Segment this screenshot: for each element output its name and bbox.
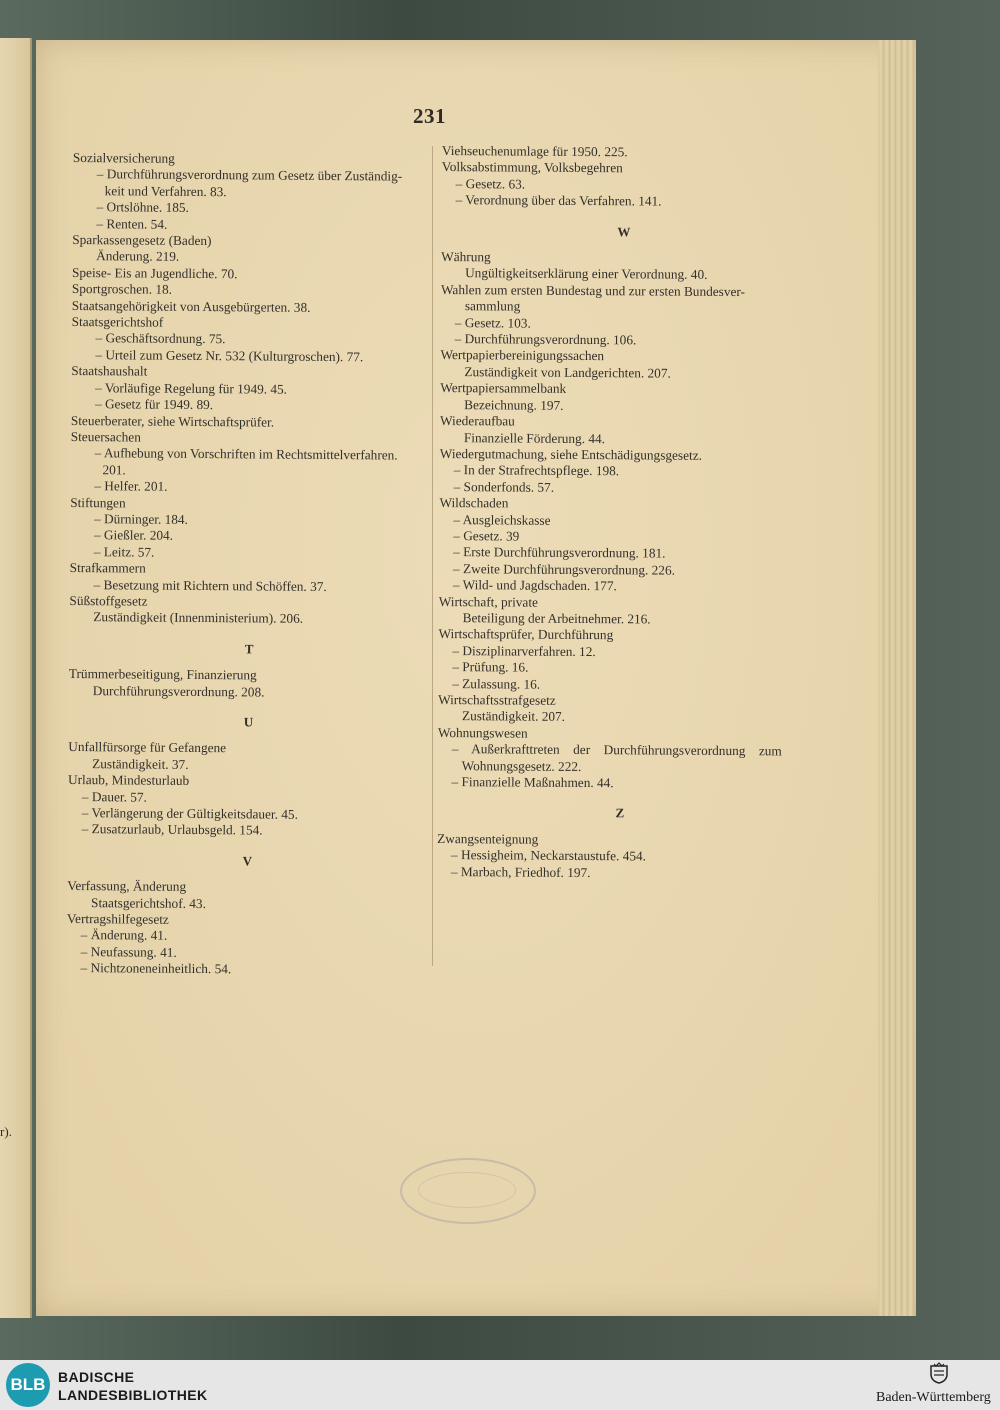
library-name-line1: BADISCHE (58, 1369, 135, 1385)
index-entry: Steuersachen (70, 428, 141, 445)
state-name: Baden-Württemberg (876, 1390, 991, 1405)
index-subentry: Zuständigkeit. 207. (461, 708, 566, 725)
index-subentry: Zuständigkeit (Innenministerium). 206. (93, 609, 304, 627)
index-subentry: – Sonderfonds. 57. (453, 478, 555, 495)
previous-page-text-fragment: r). (0, 1124, 12, 1139)
index-subentry: – Änderung. 41. (80, 927, 168, 944)
index-section-letter: T (244, 641, 254, 657)
index-subentry: Änderung. 219. (96, 248, 180, 265)
index-subentry: keit und Verfahren. 83. (104, 183, 227, 200)
index-subentry: – Helfer. 201. (94, 478, 168, 494)
index-subentry: Wohnungsgesetz. 222. (461, 757, 582, 774)
index-subentry: – Wild- und Jagdschaden. 177. (452, 577, 617, 594)
index-entry: Sozialversicherung (72, 150, 175, 166)
index-subentry: – Zulassung. 16. (452, 675, 541, 692)
index-subentry: 201. (102, 461, 126, 478)
index-subentry: – Dauer. 57. (81, 788, 147, 805)
index-entry: Viehseuchenumlage für 1950. 225. (441, 143, 628, 160)
library-name-line2: LANDESBIBLIOTHEK (58, 1387, 208, 1403)
index-entry: Vertragshilfegesetz (66, 911, 169, 927)
column-divider (432, 146, 433, 966)
index-entry: Wertpapierbereinigungssachen (440, 347, 605, 364)
index-entry: Sparkassengesetz (Baden) (72, 232, 212, 249)
index-entry: Steuerberater, siehe Wirtschaftsprüfer. (70, 412, 275, 430)
index-subentry: Durchführungsverordnung. 208. (92, 682, 265, 700)
state-crest-icon (926, 1362, 952, 1384)
footer-bar (0, 1360, 1000, 1410)
index-subentry: – Zusatzurlaub, Urlaubsgeld. 154. (81, 821, 263, 838)
index-subentry: – Zweite Durchführungsverordnung. 226. (452, 560, 676, 578)
index-subentry: Beteiligung der Arbeitnehmer. 216. (462, 610, 651, 627)
index-subentry: – Gesetz für 1949. 89. (94, 396, 214, 413)
index-subentry: – Besetzung mit Richtern und Schöffen. 37. (93, 576, 327, 594)
index-subentry: – Dürninger. 184. (94, 511, 188, 527)
index-subentry: Staatsgerichtshof. 43. (91, 894, 207, 911)
index-subentry: – Aufhebung von Vorschriften im Rechtsmittelverfahren. (94, 445, 398, 463)
index-entry: Volksabstimmung, Volksbegehren (441, 159, 623, 176)
index-entry: Wiederaufbau (440, 413, 515, 429)
index-entry: Wirtschaftsprüfer, Durchführung (438, 626, 614, 643)
index-entry: Urlaub, Mindesturlaub (67, 772, 190, 789)
index-section-letter: V (242, 853, 253, 869)
index-entry: Stiftungen (70, 494, 126, 510)
index-entry: Wertpapiersammelbank (440, 380, 567, 397)
index-subentry: – Gießler. 204. (93, 527, 174, 544)
index-subentry: – Gesetz. 103. (454, 314, 531, 331)
index-subentry: Zuständigkeit. 37. (92, 755, 189, 772)
index-subentry: – Verlängerung der Gültigkeitsdauer. 45. (81, 805, 299, 822)
index-column-left (67, 150, 433, 979)
index-subentry: – Gesetz. 63. (455, 175, 526, 192)
index-entry: Speise- Eis an Jugendliche. 70. (71, 264, 238, 282)
index-subentry: – Erste Durchführungsverordnung. 181. (453, 544, 666, 561)
index-subentry: – Geschäftsordnung. 75. (95, 330, 226, 347)
index-section-letter: U (243, 714, 254, 730)
library-stamp (400, 1158, 536, 1224)
index-subentry: Zuständigkeit von Landgerichten. 207. (464, 364, 671, 381)
index-entry: Wildschaden (439, 495, 509, 511)
index-entry: Sportgroschen. 18. (71, 281, 173, 298)
index-entry: Staatsgerichtshof (71, 314, 164, 330)
index-section-letter: Z (615, 805, 625, 821)
page-number: 231 (413, 104, 446, 128)
page-stack-edge (878, 40, 914, 1316)
index-section-letter: W (617, 223, 631, 239)
index-entry: Wohnungswesen (437, 724, 528, 741)
index-entry: Wirtschaft, private (438, 593, 539, 610)
index-entry: Trümmerbeseitigung, Finanzierung (68, 666, 257, 683)
index-subentry: – Leitz. 57. (93, 543, 155, 560)
index-subentry: – Renten. 54. (96, 215, 168, 232)
index-entry: Unfallfürsorge für Gefangene (68, 739, 227, 756)
index-subentry: – Marbach, Friedhof. 197. (450, 863, 591, 880)
index-subentry: Bezeichnung. 197. (464, 396, 564, 413)
index-subentry: – Urteil zum Gesetz Nr. 532 (Kulturgroschen). 77. (95, 347, 364, 365)
index-subentry: – Vorläufige Regelung für 1949. 45. (95, 379, 288, 397)
index-entry: Zwangsenteignung (437, 830, 539, 847)
index-column-right (437, 143, 807, 883)
blb-logo[interactable]: BLB (6, 1363, 50, 1407)
index-entry: Staatsangehörigkeit von Ausgebürgerten. 38. (71, 297, 311, 315)
index-entry: Wahlen zum ersten Bundestag und zur ersten Bundesver- (440, 281, 746, 299)
index-entry: Staatshaushalt (71, 363, 148, 379)
index-subentry: – Nichtzoneneinheitlich. 54. (80, 960, 232, 977)
index-subentry: – Hessigheim, Neckarstaustufe. 454. (450, 847, 647, 864)
index-subentry: – Gesetz. 39 (453, 528, 520, 544)
index-subentry: – Außerkrafttreten der Durchführungsverordnung zum (451, 741, 782, 759)
index-subentry: – In der Strafrechtspflege. 198. (453, 462, 620, 479)
index-entry: Süßstoffgesetz (69, 592, 148, 609)
index-subentry: – Neufassung. 41. (80, 943, 177, 960)
index-entry: Wirtschaftsstrafgesetz (438, 691, 556, 708)
library-name (58, 1368, 208, 1404)
index-subentry: – Verordnung über das Verfahren. 141. (455, 192, 662, 209)
index-subentry: Ungültigkeitserklärung einer Verordnung. 40. (465, 265, 708, 283)
index-subentry: – Durchführungsverordnung. 106. (454, 331, 637, 348)
index-subentry: sammlung (464, 298, 521, 314)
index-entry: Strafkammern (69, 560, 146, 576)
index-subentry: – Disziplinarverfahren. 12. (452, 642, 596, 659)
index-entry: Verfassung, Änderung (67, 878, 187, 895)
index-entry: Währung (441, 249, 491, 265)
index-entry: Wiedergutmachung, siehe Entschädigungsgesetz. (439, 445, 703, 463)
index-subentry: – Finanzielle Maßnahmen. 44. (451, 774, 614, 791)
index-subentry: Finanzielle Förderung. 44. (463, 429, 606, 446)
index-subentry: – Prüfung. 16. (452, 659, 529, 675)
index-subentry: – Ausgleichskasse (453, 511, 551, 528)
index-subentry: – Ortslöhne. 185. (96, 199, 189, 216)
index-subentry: – Durchführungsverordnung zum Gesetz über Zuständig- (96, 166, 403, 184)
